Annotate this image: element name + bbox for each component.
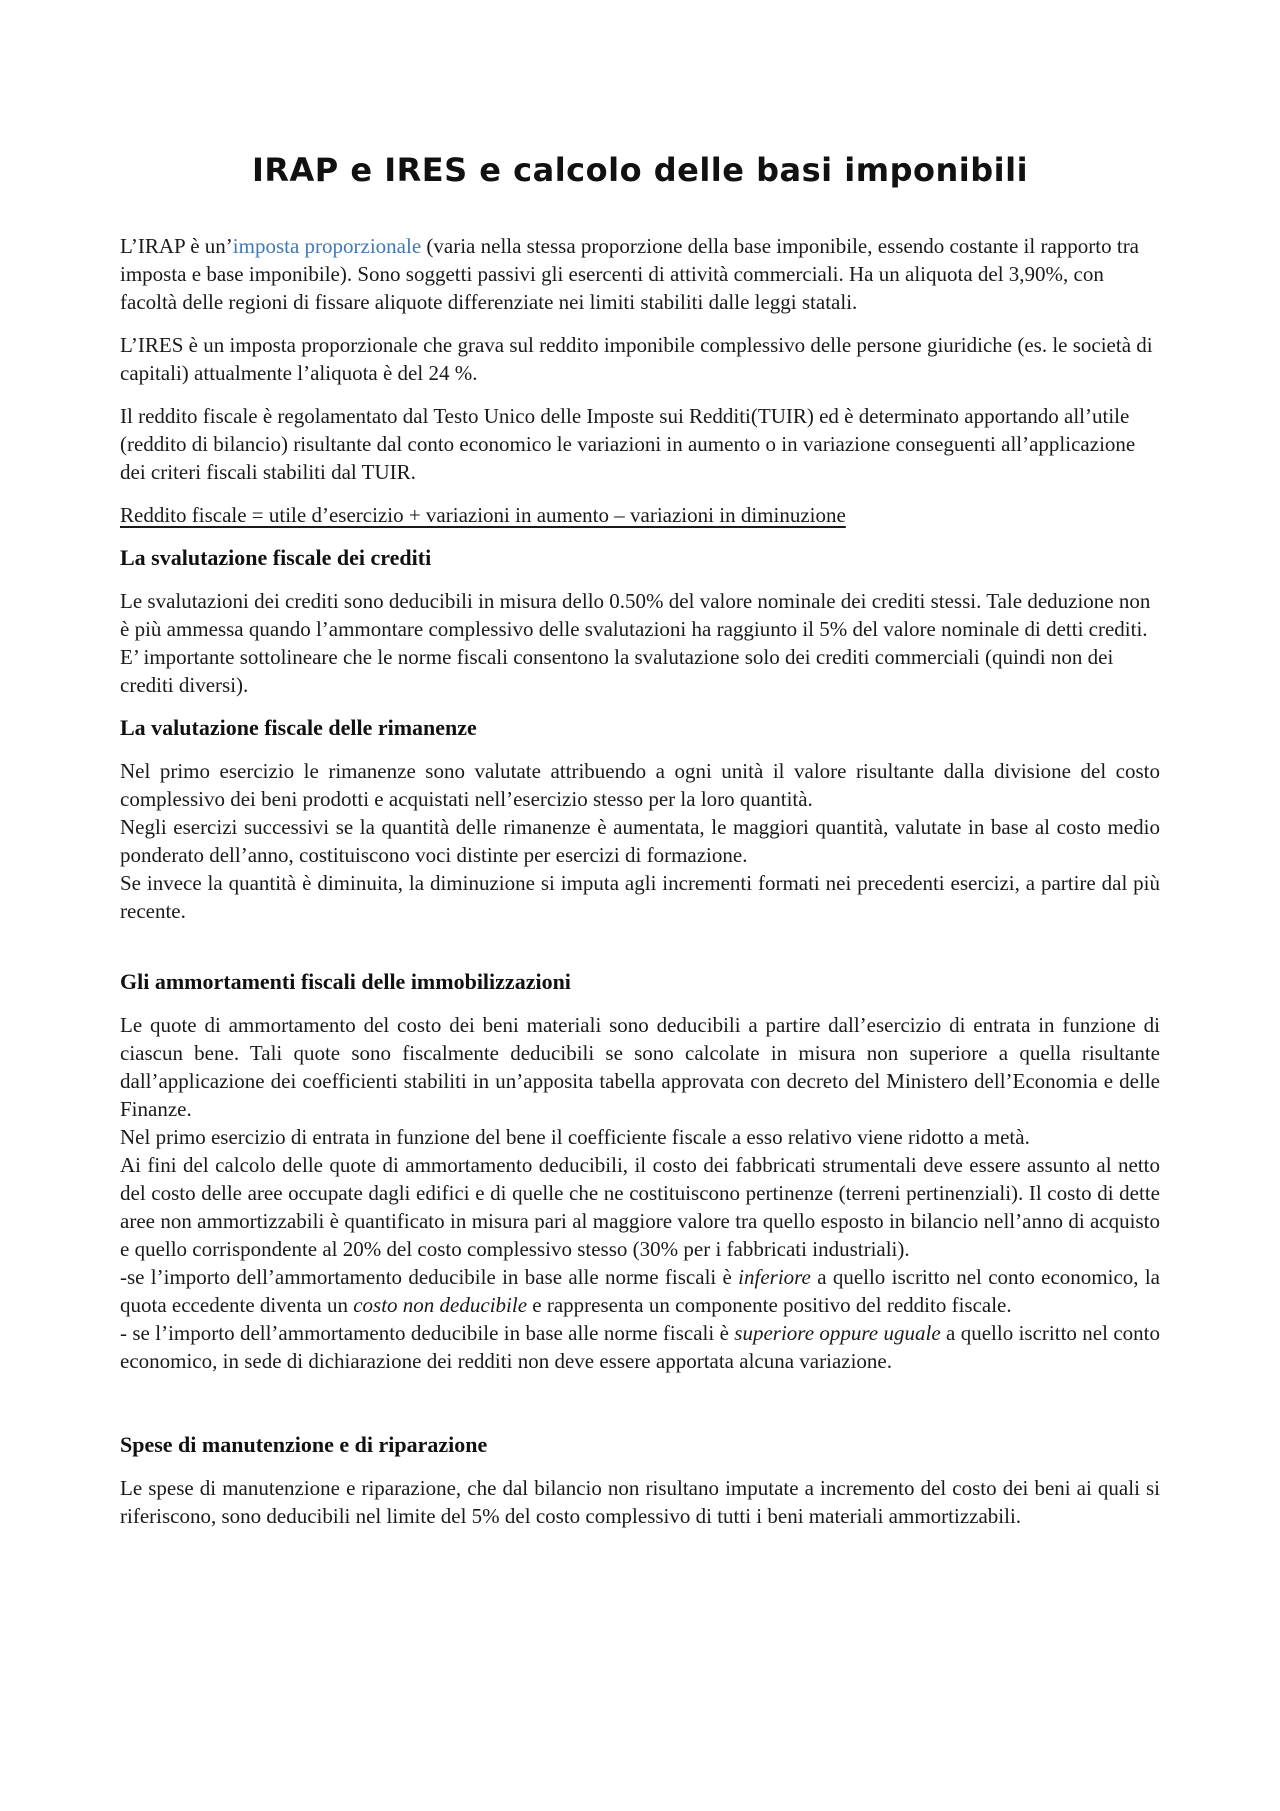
reddito-paragraph: Il reddito fiscale è regolamentato dal Testo Unico delle Imposte sui Redditi(TUIR) ed è determinato apportando all’utile (reddito di bilancio) risultante dal conto economico le variazioni in aumento o in variazione conseguenti all’applicazione dei criteri fiscali stabiliti dal TUIR. <box>120 404 1136 484</box>
manutenzione-heading: Spese di manutenzione e di riparazione <box>120 1432 488 1457</box>
rimanenze-paragraph-2: Negli esercizi successivi se la quantità delle rimanenze è aumentata, le maggiori quantità, valutate in base al costo medio ponderato dell’anno, costituiscono voci distinte per esercizi di formazione. <box>120 815 1160 867</box>
ammortamenti-heading: Gli ammortamenti fiscali delle immobilizzazioni <box>120 969 571 994</box>
ammortamenti-paragraph-1: Le quote di ammortamento del costo dei beni materiali sono deducibili a partire dall’esercizio di entrata in funzione di ciascun bene. Tali quote sono fiscalmente deducibili se sono calcolate in misura non superiore a quella risultante dall’applicazione dei coefficienti stabiliti in un’apposita tabella approvata con decreto del Ministero dell’Economia e delle Finanze. <box>120 1013 1160 1121</box>
irap-text-start: L’IRAP è un’ <box>120 234 233 258</box>
ammortamenti-paragraph-4 <box>120 1263 1160 1319</box>
inferiore-emphasis: inferiore <box>738 1265 811 1289</box>
imposta-proporzionale-link[interactable]: imposta proporzionale <box>232 234 422 258</box>
ammortamenti-p5-text-a: - se l’importo dell’ammortamento deducibile in base alle norme fiscali è <box>120 1321 735 1345</box>
ammortamenti-p4-text-c: e rappresenta un componente positivo del reddito fiscale. <box>527 1293 1012 1317</box>
rimanenze-heading: La valutazione fiscale delle rimanenze <box>120 715 477 740</box>
ammortamenti-paragraph-3: Ai fini del calcolo delle quote di ammortamento deducibili, il costo dei fabbricati strumentali deve essere assunto al netto del costo delle aree occupate dagli edifici e di quelle che ne costituiscono pertinenze (terreni pertinenziali). Il costo di dette aree non ammortizzabili è quantificato in misura pari al maggiore valore tra quello esposto in bilancio nell’anno di acquisto e quello corrispondente al 20% del costo complessivo stesso (30% per i fabbricati industriali). <box>120 1153 1160 1261</box>
costo-non-deducibile-emphasis: costo non deducibile <box>353 1293 528 1317</box>
ammortamenti-p5-text-b: a quello iscritto nel conto economico, in sede di dichiarazione dei redditi non deve essere apportata alcuna variazione. <box>120 1321 1160 1373</box>
rimanenze-paragraph-1: Nel primo esercizio le rimanenze sono valutate attribuendo a ogni unità il valore risultante dalla divisione del costo complessivo dei beni prodotti e acquistati nell’esercizio stesso per la loro quantità. <box>120 759 1160 811</box>
document-page <box>120 0 1160 1530</box>
superiore-uguale-emphasis: superiore oppure uguale <box>734 1321 941 1345</box>
crediti-heading: La svalutazione fiscale dei crediti <box>120 545 432 570</box>
document-title: IRAP e IRES e calcolo delle basi imponibili <box>251 151 1029 189</box>
rimanenze-paragraph-3: Se invece la quantità è diminuita, la diminuzione si imputa agli incrementi formati nei precedenti esercizi, a partire dal più recente. <box>120 871 1160 923</box>
irap-text-end: (varia nella stessa proporzione della base imponibile, essendo costante il rapporto tra imposta e base imponibile). Sono soggetti passivi gli esercenti di attività commerciali. Ha un aliquota del 3,90%, con facoltà delle regioni di fissare aliquote differenziate nei limiti stabiliti dalle leggi statali. <box>120 234 1140 314</box>
reddito-formula: Reddito fiscale = utile d’esercizio + variazioni in aumento – variazioni in diminuzione <box>120 503 846 527</box>
irap-paragraph <box>120 232 1160 316</box>
ammortamenti-paragraph-5 <box>120 1319 1160 1375</box>
ammortamenti-p4-text-b: a quello iscritto nel conto economico, la quota eccedente diventa un <box>120 1265 1160 1317</box>
ammortamenti-paragraph-2: Nel primo esercizio di entrata in funzione del bene il coefficiente fiscale a esso relativo viene ridotto a metà. <box>120 1125 1030 1149</box>
manutenzione-paragraph: Le spese di manutenzione e riparazione, che dal bilancio non risultano imputate a incremento del costo dei beni ai quali si riferiscono, sono deducibili nel limite del 5% del costo complessivo di tutti i beni materiali ammortizzabili. <box>120 1476 1160 1528</box>
ammortamenti-p4-text-a: -se l’importo dell’ammortamento deducibile in base alle norme fiscali è <box>120 1265 739 1289</box>
ires-paragraph: L’IRES è un imposta proporzionale che grava sul reddito imponibile complessivo delle persone giuridiche (es. le società di capitali) attualmente l’aliquota è del 24 %. <box>120 333 1153 385</box>
crediti-paragraph: Le svalutazioni dei crediti sono deducibili in misura dello 0.50% del valore nominale dei crediti stessi. Tale deduzione non è più ammessa quando l’ammontare complessivo delle svalutazioni ha raggiunto il 5% del valore nominale di detti crediti. E’ importante sottolineare che le norme fiscali consentono la svalutazione solo dei crediti commerciali (quindi non dei crediti diversi). <box>120 589 1151 697</box>
